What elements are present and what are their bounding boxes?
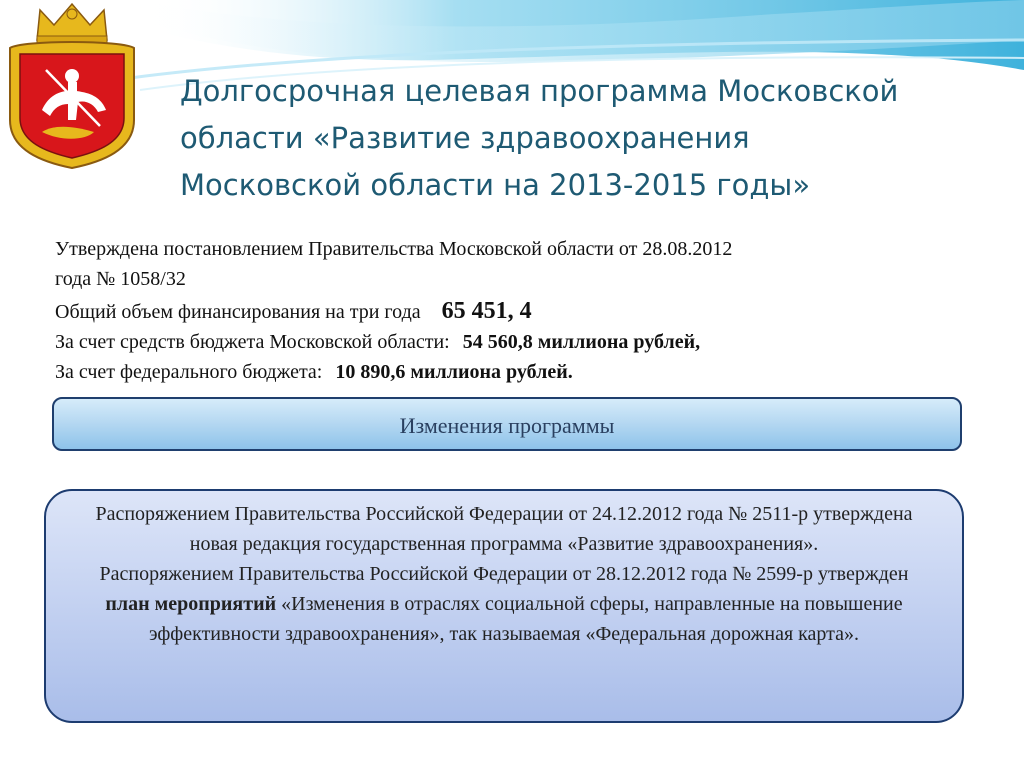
title-line-3: Московской области на 2013-2015 годы» [180, 168, 811, 202]
title-line-2: области «Развитие здравоохранения [180, 121, 750, 155]
regional-budget-row [55, 327, 955, 357]
approval-text-line-1: Утверждена постановлением Правительства Московской области от 28.08.2012 [55, 238, 733, 260]
moscow-oblast-coat-of-arms-icon [2, 0, 142, 170]
regional-budget-label: За счет средств бюджета Московской области: [55, 331, 450, 353]
total-funding-row [55, 296, 955, 327]
decree-action-plan: план мероприятий [105, 593, 277, 615]
program-changes-heading: Изменения программы [52, 397, 962, 451]
decree-paragraph-2-start: Распоряжением Правительства Российской Федерации от 28.12.2012 года № 2599-р утвержден [99, 563, 909, 585]
federal-budget-value: 10 890,6 миллиона рублей. [335, 361, 573, 383]
total-funding-label: Общий объем финансирования на три года [55, 301, 421, 323]
page-title [180, 68, 1000, 209]
approval-text-line-2: года № 1058/32 [55, 268, 186, 290]
decree-paragraph-1: Распоряжением Правительства Российской Федерации от 24.12.2012 года № 2511-р утверждена новая редакция государственная программа «Развитие здравоохранения». [95, 503, 913, 555]
total-funding-value: 65 451, 4 [441, 298, 532, 324]
decree-description-box [44, 489, 964, 723]
federal-budget-row [55, 357, 955, 387]
regional-budget-value: 54 560,8 миллиона рублей, [462, 331, 701, 353]
decree-paragraph-2-end: «Изменения в отраслях социальной сферы, направленные на повышение эффективности здравоохранения», так называемая «Федеральная дорожная карта». [148, 593, 903, 645]
decree-paragraph-2 [76, 559, 932, 649]
program-info [55, 234, 955, 387]
title-line-1: Долгосрочная целевая программа Московской [180, 74, 899, 108]
federal-budget-label: За счет федерального бюджета: [55, 361, 323, 383]
